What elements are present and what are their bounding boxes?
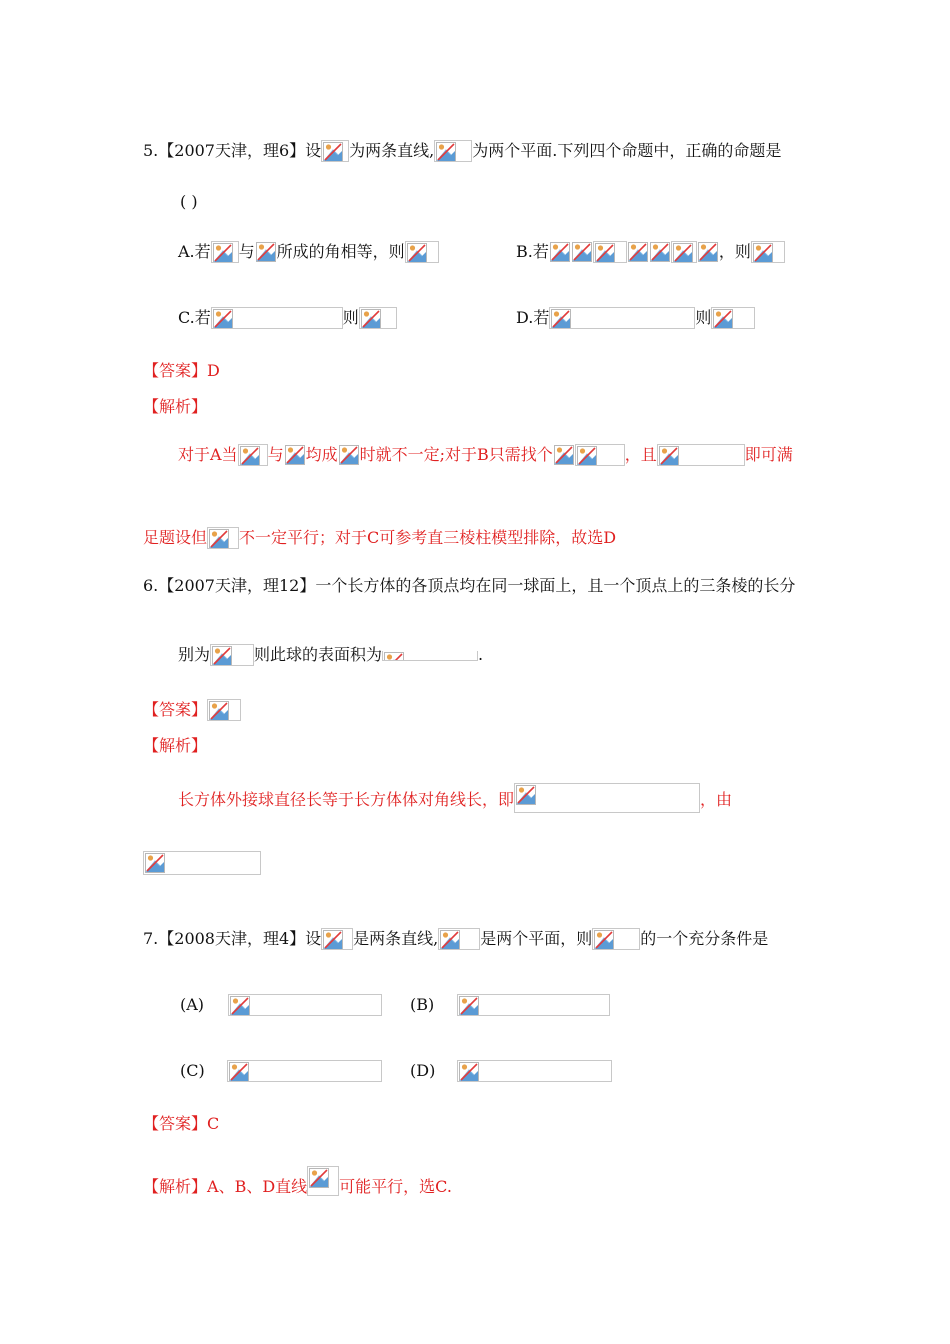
formula-image-icon [338, 444, 360, 466]
analysis-text: 对于A当 [178, 445, 238, 464]
image-placeholder-icon [650, 242, 670, 262]
image-placeholder-icon [212, 646, 232, 666]
option-text: 与 [238, 242, 255, 261]
formula-image-icon [211, 241, 239, 263]
formula-image-icon [593, 241, 627, 263]
image-placeholder-icon [309, 1168, 329, 1188]
image-placeholder-icon [459, 1062, 479, 1082]
image-placeholder-icon [209, 701, 229, 721]
q6-answer: 【答案】 [143, 700, 208, 719]
formula-image-icon [457, 994, 610, 1016]
formula-image-icon [553, 444, 575, 466]
formula-image-icon [284, 444, 306, 466]
image-placeholder-icon [323, 930, 343, 950]
q7-option-c [180, 1060, 382, 1084]
analysis-text: 均成 [305, 445, 338, 464]
image-placeholder-icon [384, 652, 404, 661]
formula-image-icon [382, 651, 478, 661]
image-placeholder-icon [209, 529, 229, 549]
image-placeholder-icon [516, 785, 536, 805]
image-placeholder-icon [230, 996, 250, 1016]
formula-image-icon [255, 241, 277, 263]
analysis-text: ，由 [700, 790, 733, 809]
formula-image-icon [307, 1166, 339, 1196]
q5-answer: 【答案】D [143, 361, 220, 380]
option-label: (D) [410, 1061, 436, 1080]
image-placeholder-icon [550, 242, 570, 262]
formula-image-icon [575, 444, 625, 466]
q5-text: 为两个平面.下列四个命题中，正确的命题是 [472, 141, 782, 160]
formula-image-icon [238, 444, 268, 466]
image-placeholder-icon [285, 445, 305, 465]
formula-image-icon [627, 241, 649, 263]
analysis-text: 即可满 [744, 445, 793, 464]
option-label: A.若 [178, 242, 211, 261]
option-label: D.若 [516, 308, 550, 327]
image-placeholder-icon [436, 142, 456, 162]
formula-image-icon [592, 928, 640, 950]
option-text: ，则 [718, 242, 751, 261]
image-placeholder-icon [459, 996, 479, 1016]
image-placeholder-icon [595, 243, 615, 263]
image-placeholder-icon [572, 242, 592, 262]
analysis-text: 长方体外接球直径长等于长方体体对角线长，即 [178, 790, 515, 809]
option-label: (A) [180, 995, 205, 1014]
formula-image-icon [359, 307, 397, 329]
option-text: 所成的角相等，则 [276, 242, 405, 261]
formula-image-icon [514, 783, 700, 813]
image-placeholder-icon [407, 243, 427, 263]
q7-analysis-line [143, 1166, 452, 1196]
q7-text: 是两条直线, [353, 929, 439, 948]
q5-analysis-title: 【解析】 [143, 397, 208, 416]
formula-image-icon [657, 444, 745, 466]
formula-image-icon [671, 241, 697, 263]
image-placeholder-icon [213, 309, 233, 329]
option-label: (B) [410, 995, 435, 1014]
q5-analysis-line1 [178, 444, 793, 468]
image-placeholder-icon [240, 446, 260, 466]
formula-image-icon [321, 928, 353, 950]
q6-analysis-title: 【解析】 [143, 736, 208, 755]
q7-answer: 【答案】C [143, 1114, 220, 1133]
formula-image-icon [207, 699, 241, 721]
formula-image-icon [549, 241, 571, 263]
formula-image-icon [228, 994, 382, 1016]
q7-header-line [143, 928, 768, 952]
option-label: B.若 [516, 242, 549, 261]
option-text: 则 [695, 308, 712, 327]
formula-image-icon [143, 851, 261, 875]
formula-image-icon [457, 1060, 612, 1082]
image-placeholder-icon [256, 242, 276, 262]
analysis-text: 时就不一定;对于B只需找个 [359, 445, 553, 464]
formula-image-icon [227, 1060, 382, 1082]
image-placeholder-icon [713, 309, 733, 329]
option-label: C.若 [178, 308, 211, 327]
formula-image-icon [549, 307, 695, 329]
formula-image-icon [649, 241, 671, 263]
option-text: 则 [342, 308, 359, 327]
analysis-text: 足题设但 [143, 528, 208, 547]
image-placeholder-icon [753, 243, 773, 263]
image-placeholder-icon [229, 1062, 249, 1082]
formula-image-icon [405, 241, 439, 263]
q5-option-c [178, 307, 397, 331]
q6-line2 [178, 644, 483, 668]
image-placeholder-icon [554, 445, 574, 465]
q7-text: 的一个充分条件是 [640, 929, 769, 948]
formula-image-icon [438, 928, 480, 950]
image-placeholder-icon [551, 309, 571, 329]
q5-text: 为两条直线, [349, 141, 435, 160]
q6-header: 6.【2007天津，理12】一个长方体的各顶点均在同一球面上，且一个顶点上的三条棱的长分 [143, 576, 796, 595]
analysis-text: 与 [267, 445, 284, 464]
image-placeholder-icon [594, 930, 614, 950]
image-placeholder-icon [577, 446, 597, 466]
analysis-text: A、B、D直线 [207, 1177, 308, 1196]
q7-option-b [410, 994, 610, 1018]
analysis-text: ，且 [624, 445, 657, 464]
image-placeholder-icon [339, 445, 359, 465]
q7-text: 是两个平面，则 [480, 929, 593, 948]
q6-analysis-line1 [178, 783, 732, 807]
formula-image-icon [207, 527, 239, 549]
q5-option-b [516, 241, 785, 265]
image-placeholder-icon [659, 446, 679, 466]
q5-paren: ( ) [180, 192, 198, 211]
formula-image-icon [210, 644, 254, 666]
q6-text: 则此球的表面积为 [254, 645, 383, 664]
formula-image-icon [321, 140, 349, 162]
image-placeholder-icon [361, 309, 381, 329]
q5-header: 5.【2007天津，理6】设 [143, 141, 322, 160]
q7-option-d [410, 1060, 612, 1084]
q7-option-a [180, 994, 382, 1018]
formula-image-icon [434, 140, 472, 162]
formula-image-icon [697, 241, 719, 263]
image-placeholder-icon [673, 243, 693, 263]
analysis-text: 可能平行，选C. [339, 1177, 452, 1196]
q5-option-a [178, 241, 439, 265]
image-placeholder-icon [628, 242, 648, 262]
formula-image-icon [571, 241, 593, 263]
option-label: (C) [180, 1061, 205, 1080]
q6-answer-line [143, 699, 241, 723]
q5-header-line [143, 140, 781, 164]
image-placeholder-icon [323, 142, 343, 162]
image-placeholder-icon [145, 853, 165, 873]
image-placeholder-icon [698, 242, 718, 262]
analysis-title: 【解析】 [143, 1177, 208, 1196]
analysis-text: 不一定平行；对于C可参考直三棱柱模型排除，故选D [239, 528, 617, 547]
q5-analysis-line2 [143, 527, 616, 551]
q6-text: . [478, 645, 484, 664]
image-placeholder-icon [440, 930, 460, 950]
formula-image-icon [711, 307, 755, 329]
formula-image-icon [211, 307, 343, 329]
q5-option-d [516, 307, 755, 331]
image-placeholder-icon [213, 243, 233, 263]
q7-header: 7.【2008天津，理4】设 [143, 929, 322, 948]
formula-image-icon [751, 241, 785, 263]
q6-text: 别为 [178, 645, 211, 664]
